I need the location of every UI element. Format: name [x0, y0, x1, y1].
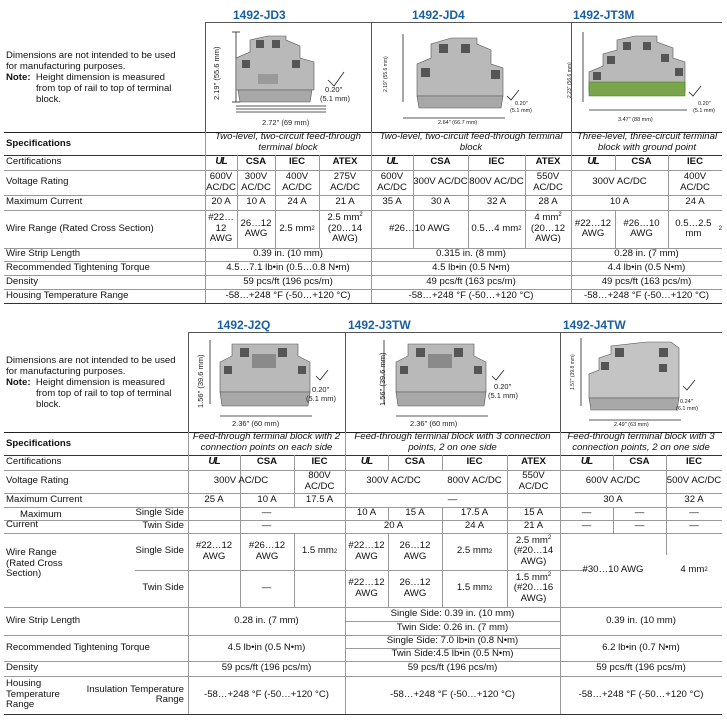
row-label-twin-side: Twin Side — [142, 520, 184, 532]
row-label-text: Section) — [6, 568, 42, 579]
description-j4tw: Feed-through terminal block with 3 connection points, 2 on one side — [567, 431, 715, 453]
torque-cell: 6.2 lb•in (0.7 N•m) — [602, 641, 680, 653]
row-label-voltage: Voltage Rating — [6, 176, 69, 188]
voltage-cell: 300V AC/DC — [592, 176, 647, 188]
row-label-certifications: Certifications — [6, 456, 62, 468]
row-label-density: Density — [6, 275, 38, 287]
current-cell: 32 A — [486, 196, 507, 208]
cert-atex: ATEX — [521, 456, 546, 468]
voltage-cell: 550V AC/DC — [518, 470, 549, 492]
dimension-width-jt3m: 3.47" (88 mm) — [618, 117, 653, 123]
current-cell: 30 A — [603, 493, 623, 505]
row-label-text: Range — [155, 694, 184, 705]
current-cell: 21 A — [335, 196, 355, 208]
dimension-width-j3tw: 2.36" (60 mm) — [410, 419, 458, 428]
note-line: for manufacturing purposes. — [6, 61, 126, 72]
row-label-twin-side: Twin Side — [142, 582, 184, 594]
terminal-block-j2q-drawing — [204, 336, 344, 426]
strip-cell: Twin Side: 0.26 in. (7 mm) — [396, 621, 509, 633]
max-current-single-cell: — — [634, 507, 645, 519]
density-cell: 59 pcs/ft (196 pcs/m) — [243, 275, 333, 287]
dimension-height-j2q: 1.56" (39.6 mm) — [196, 354, 205, 408]
row-label-strip: Wire Strip Length — [6, 614, 81, 626]
wire-range-cell: 4 mm 2 — [680, 563, 708, 575]
row-label-text: (Rated Cross — [6, 557, 63, 569]
row-label-torque: Recommended Tightening Torque — [6, 641, 150, 653]
wire-range-value: (#20…16 AWG) — [513, 582, 554, 604]
wire-range-value: 2.5 mm — [456, 545, 489, 557]
row-label-certifications: Certifications — [6, 156, 62, 168]
current-cell: 28 A — [538, 196, 558, 208]
wire-range-value: (20…14 AWG) — [327, 222, 363, 245]
row-label-voltage: Voltage Rating — [6, 475, 69, 487]
dimension-depth-jt3m: 0.20" — [698, 101, 711, 107]
current-cell: 10 A — [609, 196, 630, 208]
wire-twin-cell: 1.5 mm 2 — [456, 582, 493, 594]
max-current-twin-cell: 24 A — [464, 520, 485, 532]
cert-csa: CSA — [629, 456, 650, 468]
row-label-single-side: Single Side — [135, 507, 184, 519]
max-current-single-cell: — — [689, 507, 699, 519]
wire-range-cell: 26…12 AWG — [240, 217, 272, 239]
current-cell: 24 A — [287, 196, 307, 208]
dimension-depth-j3tw: (5.1 mm) — [488, 391, 518, 400]
housing-cell: -58…+248 °F (-50…+120 °C) — [390, 688, 515, 700]
cert-ul-logo: UL — [580, 456, 593, 468]
voltage-cell: 600V AC/DC — [585, 475, 641, 487]
dimension-depth-j4tw: (6.1 mm) — [676, 406, 698, 412]
voltage-cell: 800V AC/DC — [469, 176, 524, 188]
wire-range-value: 4 mm — [680, 563, 705, 575]
model-title-jt3m: 1492-JT3M — [573, 8, 635, 22]
wire-range-cell: 2.5 $mm^2$ (20…14 AWG) — [319, 210, 371, 248]
model-title-jd4: 1492-JD4 — [412, 8, 465, 22]
specifications-header: Specifications — [6, 138, 72, 149]
wire-range-cell: #22…12 AWG — [208, 212, 234, 245]
strip-cell: 0.39 in. (10 mm) — [253, 248, 323, 260]
voltage-cell: 400V AC/DC — [282, 171, 312, 193]
dimension-depth-j3tw: 0.20" — [494, 382, 512, 391]
max-current-single-cell: 10 A — [356, 507, 377, 519]
torque-cell: 4.5 lb•in (0.5 N•m) — [432, 261, 510, 273]
strip-cell: Single Side: 0.39 in. (10 mm) — [390, 607, 515, 619]
dimension-depth-j2q: (5.1 mm) — [306, 394, 336, 403]
dimension-depth-jd3: (5.1 mm) — [320, 94, 350, 103]
wire-range-value: 2.5 mm — [515, 534, 548, 546]
voltage-cell: 400V AC/DC — [680, 171, 710, 193]
terminal-block-jd3-drawing — [228, 30, 368, 130]
description-jd3: Two-level, two-circuit feed-through terminal block — [215, 131, 361, 153]
row-label-single-side: Single Side — [135, 545, 184, 557]
density-cell: 59 pcs/ft (196 pcs/m) — [221, 662, 312, 674]
strip-cell: 0.28 in. (7 mm) — [614, 248, 679, 260]
voltage-cell: 300V AC/DC — [366, 475, 421, 487]
wire-range-cell: 0.5…2.5 mm 2 — [668, 210, 722, 248]
housing-cell: -58…+248 °F (-50…+120 °C) — [225, 289, 351, 301]
note-line: Dimensions are not intended to be used — [6, 355, 176, 366]
wire-single-cell: #22…12 AWG — [195, 540, 233, 562]
dimension-height-j4tw: 1.57" (39.8 mm) — [570, 354, 576, 390]
wire-range-value: 1.5 mm — [456, 582, 489, 594]
cert-iec: IEC — [687, 156, 703, 168]
dimension-width-jd3: 2.72" (69 mm) — [262, 118, 310, 127]
cert-atex: ATEX — [332, 156, 358, 168]
description-j3tw: Feed-through terminal block with 3 connection points, 2 on one side — [354, 431, 551, 453]
density-cell: 59 pcs/ft (196 pcs/m) — [407, 662, 498, 674]
voltage-cell: 300V AC/DC — [413, 176, 468, 188]
current-cell: 25 A — [204, 493, 224, 505]
wire-range-cell: #30…10 AWG — [582, 563, 644, 575]
row-label-housing: Housing Temperature Range — [6, 289, 129, 301]
dimension-depth-jd3: 0.20" — [325, 85, 343, 94]
max-current-twin-cell: — — [689, 520, 699, 532]
cert-csa: CSA — [631, 156, 652, 168]
max-current-twin-cell: 20 A — [383, 520, 404, 532]
max-current-single-cell: — — [261, 507, 272, 519]
note-label: Note: — [6, 72, 31, 83]
wire-range-cell: #26…10 AWG — [389, 222, 450, 234]
housing-cell: -58…+248 °F (-50…+120 °C) — [408, 289, 534, 301]
current-cell: 35 A — [382, 196, 402, 208]
density-cell: 59 pcs/ft (196 pcs/m) — [596, 662, 686, 674]
cert-ul-logo: UL — [208, 456, 220, 468]
terminal-block-j3tw-drawing — [380, 336, 520, 426]
row-label-density: Density — [6, 662, 38, 674]
voltage-cell: 500V AC/DC — [666, 475, 722, 487]
wire-twin-cell: 26…12 AWG — [399, 577, 431, 599]
row-label-current: Maximum Current — [6, 196, 83, 208]
torque-cell: 4.5…7.1 lb•in (0.5…0.8 N•m) — [226, 261, 350, 273]
description-j2q: Feed-through terminal block with 2 connection points on each side — [192, 431, 341, 453]
wire-range-value: 2.5 mm — [327, 212, 360, 224]
dimension-height-jt3m: 2.23" (56.6 mm) — [567, 62, 573, 98]
cert-atex: ATEX — [535, 156, 561, 168]
max-current-single-cell: 15 A — [523, 507, 544, 519]
current-cell: 24 A — [685, 196, 705, 208]
strip-cell: 0.28 in. (7 mm) — [234, 614, 299, 626]
note-line: Height dimension is measured — [35, 377, 165, 388]
max-current-twin-cell: 21 A — [523, 520, 544, 532]
dimension-note — [6, 355, 191, 410]
cert-iec: IEC — [466, 456, 483, 468]
wire-single-cell: 2.5 $mm^2$ (#20…14 AWG) — [507, 533, 560, 570]
current-cell: 17.5 A — [305, 493, 334, 505]
wire-range-value: 2.5 mm — [279, 222, 312, 234]
note-label: Note: — [6, 377, 31, 388]
dimension-width-j4tw: 2.49" (63 mm) — [614, 422, 649, 428]
current-cell: 30 A — [430, 196, 451, 208]
cert-ul-logo: UL — [360, 456, 373, 468]
dimension-width-jd4: 2.64" (66.7 mm) — [438, 120, 478, 126]
description-jt3m: Three-level, three-circuit terminal block with ground point — [576, 131, 718, 153]
dimension-height-jd4: 2.19" (55.6 mm) — [383, 56, 389, 92]
wire-range-value: (#20…14 AWG) — [513, 545, 554, 567]
torque-cell: 4.4 lb•in (0.5 N•m) — [607, 261, 686, 273]
max-current-single-cell: 17.5 A — [460, 507, 489, 519]
row-label-strip: Wire Strip Length — [6, 248, 81, 260]
note-line: Dimensions are not intended to be used — [6, 50, 176, 61]
dimension-depth-jd4: (5.1 mm) — [510, 108, 532, 114]
model-title-jd3: 1492-JD3 — [233, 8, 286, 22]
row-label-insulation — [70, 676, 184, 714]
row-label-torque: Recommended Tightening Torque — [6, 261, 150, 273]
current-cell: 32 A — [684, 493, 704, 505]
dimension-height-j3tw: 1.56" (39.6 mm) — [378, 352, 387, 406]
row-label-housing — [6, 676, 60, 714]
max-current-twin-cell: — — [634, 520, 645, 532]
cert-ul-logo: UL — [215, 156, 227, 168]
row-label-text: Housing — [6, 678, 42, 690]
model-title-j2q: 1492-J2Q — [217, 318, 271, 332]
wire-range-cell: 0.5…4 mm 2 — [471, 222, 522, 234]
wire-twin-cell: 1.5 $mm^2$ (#20…16 AWG) — [507, 570, 560, 607]
dimension-width-j2q: 2.36" (60 mm) — [232, 419, 280, 428]
note-line: from top of rail to top of terminal — [36, 388, 172, 399]
wire-range-value: (20…12 AWG) — [530, 222, 566, 245]
wire-single-cell: #26…12 AWG — [248, 540, 286, 562]
model-title-j4tw: 1492-J4TW — [563, 318, 626, 332]
row-label-wire-range — [6, 548, 63, 580]
cert-csa: CSA — [256, 456, 278, 468]
wire-range-cell: #22…12 AWG — [574, 217, 612, 239]
strip-cell: 0.315 in. (8 mm) — [436, 248, 506, 260]
wire-range-cell: 2.5 mm 2 — [279, 222, 315, 234]
wire-single-cell: 26…12 AWG — [399, 540, 431, 562]
torque-cell: 4.5 lb•in (0.5 N•m) — [227, 641, 306, 653]
density-cell: 49 pcs/ft (163 pcs/m) — [601, 275, 692, 287]
torque-cell: Twin Side:4.5 lb•in (0.5 N•m) — [391, 648, 514, 660]
wire-range-value: 1.5 mm — [515, 571, 548, 583]
max-current-twin-cell: — — [581, 520, 592, 532]
cert-iec: IEC — [311, 456, 328, 468]
wire-single-cell: 1.5 mm 2 — [301, 545, 338, 557]
note-line: for manufacturing purposes. — [6, 366, 126, 377]
cert-iec: IEC — [488, 156, 505, 168]
row-label-text: Temperature — [6, 688, 60, 700]
strip-cell: 0.39 in. (10 mm) — [606, 614, 676, 626]
max-current-single-cell: 15 A — [405, 507, 425, 519]
wire-range-cell: #26…10 AWG — [623, 217, 660, 239]
dimension-note — [6, 50, 206, 105]
max-current-single-cell: — — [581, 507, 592, 519]
cert-ul-logo: UL — [587, 156, 599, 168]
voltage-cell: 300V AC/DC — [213, 475, 269, 487]
terminal-block-jd4-drawing — [395, 30, 535, 130]
note-line: from top of rail to top of terminal — [36, 83, 172, 94]
row-label-wire-range: Wire Range (Rated Cross Section) — [6, 222, 154, 234]
current-cell: — — [447, 493, 458, 505]
row-label-text: Insulation Temperature — [86, 683, 184, 695]
row-label-text: Maximum — [20, 508, 62, 520]
wire-range-value: 1.5 mm — [301, 545, 334, 557]
row-label-current: Maximum Current — [6, 493, 83, 505]
description-jd4: Two-level, two-circuit feed-through terminal block — [379, 131, 563, 153]
wire-twin-cell: — — [261, 582, 272, 594]
current-cell: 10 A — [246, 196, 266, 208]
note-line: block. — [36, 94, 62, 105]
max-current-twin-cell: — — [261, 520, 272, 532]
wire-range-value: 0.5…2.5 mm — [675, 217, 712, 239]
row-label-text: Wire Range — [6, 547, 57, 558]
wire-single-cell: #22…12 AWG — [348, 540, 385, 562]
density-cell: 49 pcs/ft (163 pcs/m) — [426, 275, 516, 287]
voltage-cell: 600V AC/DC — [206, 171, 236, 193]
wire-range-value: 0.5…4 mm — [471, 222, 519, 234]
torque-cell: Single Side: 7.0 lb•in (0.8 N•m) — [386, 635, 519, 647]
dimension-depth-jt3m: (5.1 mm) — [693, 108, 715, 114]
wire-range-cell: 4 $mm^2$ (20…12 AWG) — [525, 210, 571, 248]
voltage-cell: 800V AC/DC — [447, 475, 502, 487]
housing-cell: -58…+248 °F (-50…+120 °C) — [204, 688, 329, 700]
cert-csa: CSA — [245, 156, 267, 168]
wire-range-value: 4 mm — [534, 212, 559, 224]
row-label-text: Current — [6, 519, 38, 530]
dimension-depth-jd4: 0.20" — [515, 101, 528, 107]
note-line: block. — [36, 399, 62, 410]
cert-csa: CSA — [430, 156, 451, 168]
wire-single-cell: 2.5 mm 2 — [456, 545, 493, 557]
current-cell: 20 A — [211, 196, 231, 208]
row-label-text: Range — [6, 699, 35, 711]
current-cell: 10 A — [257, 493, 277, 505]
dimension-depth-j4tw: 0.24" — [680, 399, 693, 405]
row-label-max-current — [6, 507, 62, 533]
wire-twin-cell: #22…12 AWG — [348, 577, 385, 599]
housing-cell: -58…+248 °F (-50…+120 °C) — [578, 688, 704, 700]
voltage-cell: 300V AC/DC — [241, 171, 271, 193]
dimension-height-jd3: 2.19" (55.6 mm) — [212, 46, 221, 100]
housing-cell: -58…+248 °F (-50…+120 °C) — [584, 289, 709, 301]
dimension-depth-j2q: 0.20" — [312, 385, 330, 394]
model-title-j3tw: 1492-J3TW — [348, 318, 411, 332]
voltage-cell: 550V AC/DC — [533, 171, 563, 193]
voltage-cell: 600V AC/DC — [377, 171, 407, 193]
cert-iec: IEC — [686, 456, 702, 468]
voltage-cell: 275V AC/DC — [330, 171, 360, 193]
note-line: Height dimension is measured — [35, 72, 165, 83]
specifications-header: Specifications — [6, 438, 72, 449]
cert-ul-logo: UL — [386, 156, 398, 168]
cert-iec: IEC — [289, 156, 305, 168]
cert-csa: CSA — [404, 456, 426, 468]
voltage-cell: 800V AC/DC — [304, 470, 335, 492]
